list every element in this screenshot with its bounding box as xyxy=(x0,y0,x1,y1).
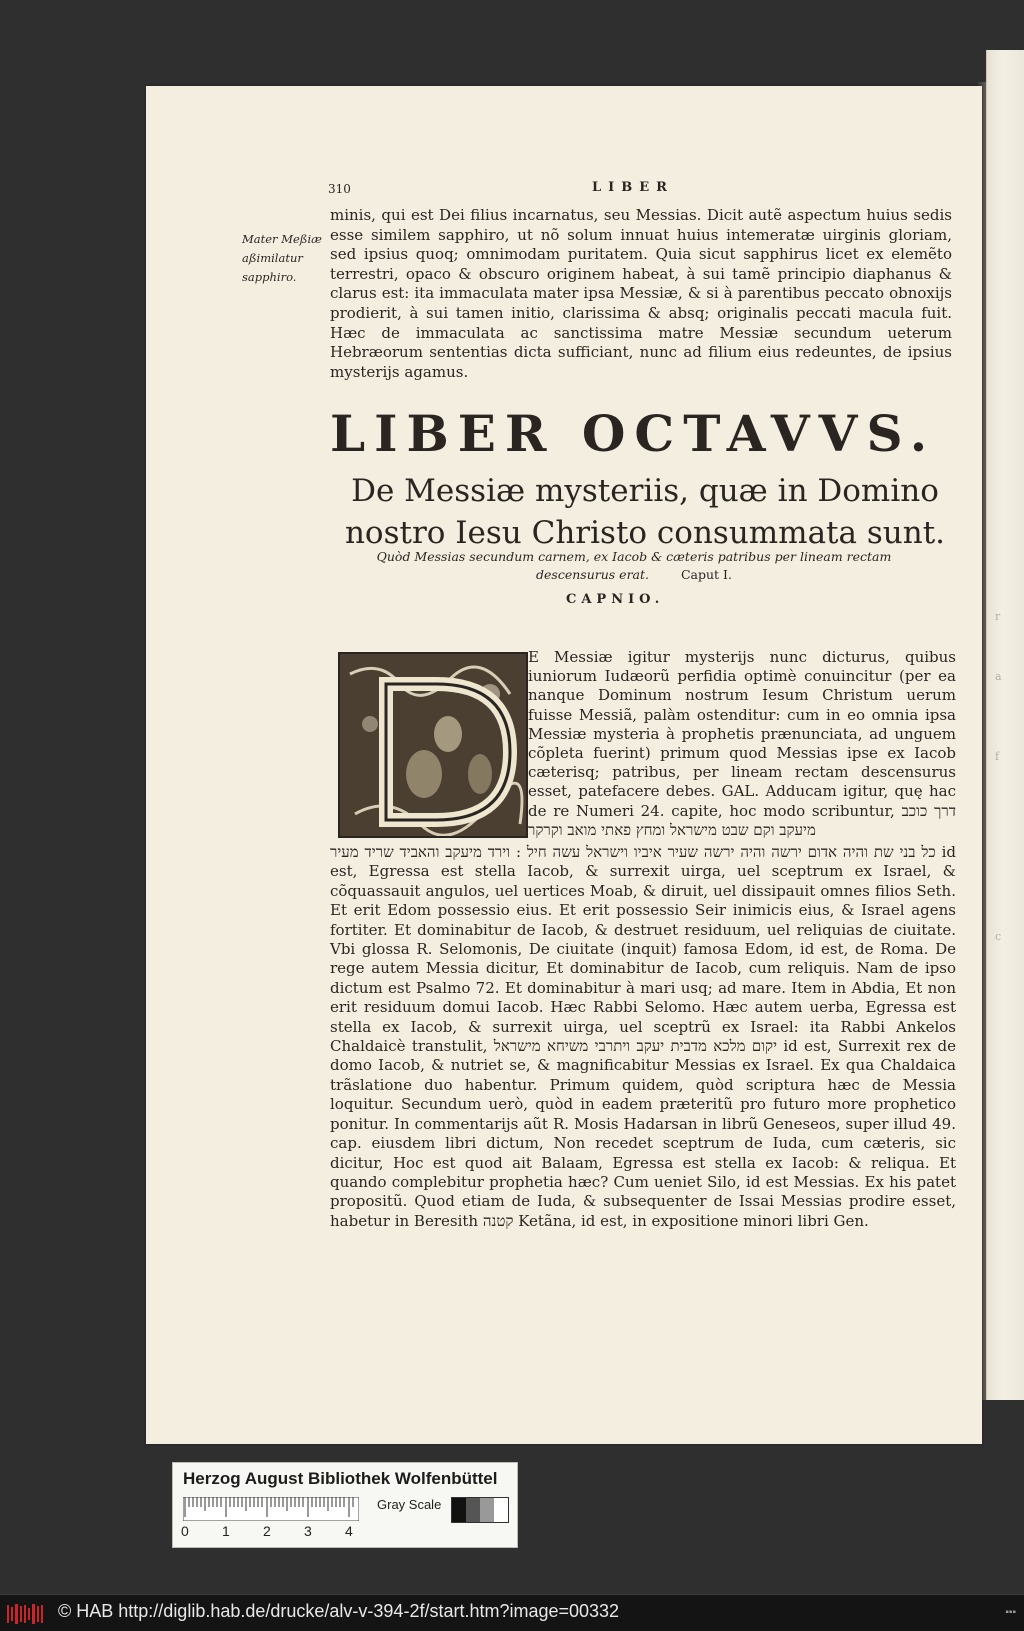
calibration-card xyxy=(172,1462,518,1548)
chapter-heading-text: Quòd Messias secundum carnem, ex Iacob & cæteris patribus per lineam rectam descensurus erat. xyxy=(376,549,892,582)
copyright-link[interactable]: © HAB http://diglib.hab.de/drucke/alv-v-394-2f/start.htm?image=00332 xyxy=(58,1601,620,1621)
ruler-label: 2 xyxy=(263,1523,271,1539)
ruler-label: 3 xyxy=(304,1523,312,1539)
page-control-icon[interactable]: ▪▪▪ xyxy=(1005,1607,1016,1618)
book-title: LIBER OCTAVVS. xyxy=(330,404,937,463)
book-page xyxy=(146,86,982,1444)
gray-scale-label: Gray Scale xyxy=(377,1497,442,1512)
margin-note: Mater Meßiæ aßimilatur sapphiro. xyxy=(242,232,322,284)
library-name: Herzog August Bibliothek Wolfenbüttel xyxy=(183,1469,498,1488)
hab-logo-icon xyxy=(6,1603,46,1625)
footer-bar xyxy=(0,1594,1024,1631)
paragraph-chapter-intro: E Messiæ igitur mysterijs nunc dicturus, quibus iuniorum Iudæorũ perfidia optimè conuincitur (per ea nanque Dominum nostrum Iesum Christum uerum fuisse Messiã, palàm ostenditur: cum in eo omnia ipsa Messiæ mysteria à prophetis prænunciata, ad unguem cõpleta fuerint) primum quod Messias ipse ex Iacob cæterisq; patribus, per lineam rectam descensurus esset, patefacere debes. GAL. Adducam igitur, quę hac de re Numeri 24. capite, hoc modo scribuntur, דרך כוכב מיעקב וקם שבט מישראל ומחץ פאתי מואב וקרקר xyxy=(528,648,957,839)
chapter-label: Caput I. xyxy=(680,567,732,582)
woodcut-initial-d xyxy=(338,652,528,838)
book-subtitle: De Messiæ mysteriis, quæ in Domino nostro Iesu Christo consummata sunt. xyxy=(344,473,946,551)
chapter-heading xyxy=(354,548,914,584)
next-page-edge: r a f c xyxy=(986,50,1024,1400)
speaker-name: CAPNIO. xyxy=(566,592,665,607)
ruler-label: 4 xyxy=(345,1523,353,1539)
paragraph-chapter-body: כל בני שת והיה אדום ירשה והיה ירשה שעיר איביו וישראל עשה חיל : וירד מיעקב והאביד שריד מעיר id est, Egressa est stella Iacob, & surrexit uirga, uel sceptrum ex Israel, & cõquassauit angulos, uel uertices Moab, & diruit, uel dissipauit omnes filios Seth. Et erit Edom possessio eius. Et erit possessio Seir inimicis eius, & Israel agens fortiter. Et dominabitur de Iacob, & destruet residuum, uel reliquias de ciuitate. Vbi glossa R. Selomonis, De ciuitate (inquit) famosa Edom, id est, de Roma. De rege autem Messia dicitur, Et dominabitur de Iacob, cum reliquis. Nam de ipso dictum est Psalmo 72. Et dominabitur à mari usq; ad mare. Item in Abdia, Et non erit residuum domui Iacob. Hæc Rabbi Selomo. Hæc autem uerba, Egressa est stella ex Iacob, & surrexit uirga, uel sceptrũ ex Israel: ita Rabbi Ankelos Chaldaicè transtulit, יקום מלכא מדבית יעקב ויתרבי משיחא מישראל id est, Surrexit rex de domo Iacob, & nutriet se, & magnificabitur Messias ex Israel. Ex qua Chaldaica trãslatione duo habentur. Primum quidem, quòd scriptura hæc de Messia loquitur. Secundum uerò, quòd in eadem præteritũ pro futuro more prophetico ponitur. In commentarijs aũt R. Mosis Hadarsan in librũ Geneseos, super illud 49. cap. eiusdem libri dictum, Non recedet sceptrum de Iuda, cum cæteris, sic dicitur, Hoc est quod ait Balaam, Egressa est stella ex Iacob: & reliqua. Et quando complebitur prophetia hæc? Cum ueniet Silo, id est Messias. Ex his patet propositũ. Quod etiam de Iuda, & subsequenter de Issai Messias prodire esset, habetur in Beresith קטנה Ketãna, id est, in expositione minori libri Gen. xyxy=(330,843,957,1230)
paragraph-opening: minis, qui est Dei filius incarnatus, seu Messias. Dicit autẽ aspectum huius sedis esse similem sapphiro, ut nõ solum innuat huius intemeratæ uirginis gloriam, sed ipsius quoq; omnimodam puritatem. Quia sicut sapphirus licet ex elemẽto terrestri, opaco & obscuro originem habeat, à sui tamẽ principio diaphanus & clarus est: ita immaculata mater ipsa Messiæ, & si à parentibus peccato obnoxijs prodierit, à sui tamen initio, clarissima & absq; originalis peccati macula fuit. Hæc de immaculata ac sanctissima matre Messiæ secundum ueterum Hebræorum sententias dicta sufficiant, nunc ad filium eius redeuntes, de ipsius mysterijs agamus. xyxy=(330,206,952,381)
ruler-scale xyxy=(183,1497,359,1521)
folio-number: 310 xyxy=(328,182,351,196)
ruler-label: 1 xyxy=(222,1523,230,1539)
gray-scale-swatch xyxy=(451,1497,509,1523)
ruler-label: 0 xyxy=(181,1523,189,1539)
running-head: LIBER xyxy=(592,180,674,195)
